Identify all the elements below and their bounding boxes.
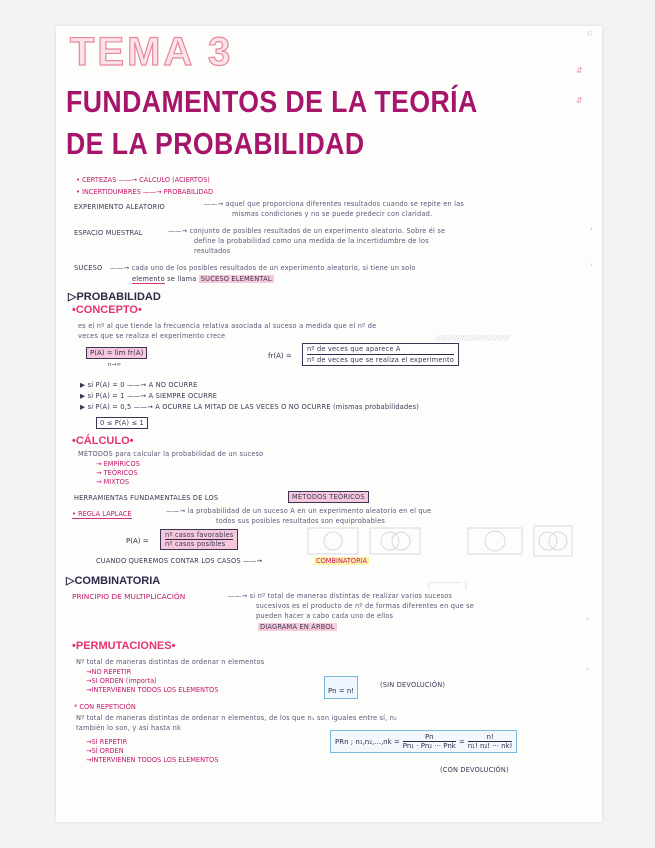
margin-tick-1: ꜜ <box>590 226 593 234</box>
combinatoria-link <box>314 557 369 565</box>
laplace-label <box>72 510 132 518</box>
margin-tick-4: ꜜ <box>586 666 589 674</box>
fr-label: fr(A) = <box>268 352 292 360</box>
rep-si-orden: →SÍ ORDEN <box>86 747 124 755</box>
espacio-def-2: define la probabilidad como una medida de la incertidumbre de los <box>194 237 429 245</box>
permutaciones-heading: •PERMUTACIONES• <box>72 640 176 652</box>
notebook-page <box>56 26 602 822</box>
rep-right-numerator: n! <box>486 733 494 741</box>
venn-frame-2 <box>370 528 420 554</box>
limit-subscript: n→∞ <box>108 362 122 368</box>
con-repeticion-label: * CON REPETICIÓN <box>74 703 136 711</box>
bullet-incertidumbres: • INCERTIDUMBRES ——→ PROBABILIDAD <box>76 188 214 196</box>
laplace-def-1: ——→ la probabilidad de un suceso A en un experimento aleatorio en el que <box>166 507 432 515</box>
laplace-denominator: nº casos posibles <box>165 540 226 548</box>
margin-tick-2: ꜜ <box>590 262 593 270</box>
rep-si-repetir: →SÍ REPETIR <box>86 738 128 746</box>
experimento-def-1: ——→ aquel que proporciona diferentes resultados cuando se repite en las <box>204 200 465 208</box>
fr-numerator: nº de veces que aparece A <box>307 345 401 353</box>
perm-rep-formula-box <box>330 730 517 753</box>
venn-frame-3 <box>468 528 522 554</box>
diagrama-arbol <box>258 623 337 631</box>
principio-def-1: ——→ si nº total de maneras distintas de realizar varios sucesos <box>228 592 453 600</box>
rep-mid-denominator: Pn₁ · Pn₂ ··· Pnk <box>402 742 456 750</box>
venn-circle-2 <box>381 532 399 550</box>
range-box: 0 ≤ P(A) ≤ 1 <box>96 417 148 429</box>
limit-formula-box <box>86 347 147 359</box>
perm-no-repetir: →NO REPETIR <box>86 668 132 676</box>
laplace-lhs: P(A) = <box>126 537 149 545</box>
suceso-elemental-highlight: SUCESO ELEMENTAL <box>200 275 272 283</box>
suceso-def-1: ——→ cada uno de los posibles resultados de un experimento aleatorio, si tiene un solo <box>110 264 416 272</box>
con-devolucion: (CON DEVOLUCIÓN) <box>440 766 509 774</box>
venn-circle-6 <box>549 532 567 550</box>
metodo-empiricos: → EMPÍRICOS <box>96 460 140 468</box>
elemento-word: elemento <box>132 275 165 283</box>
rep-todos-elementos: →INTERVIENEN TODOS LOS ELEMENTOS <box>86 756 219 764</box>
laplace-def-2: todos sus posibles resultados son equiprobables <box>216 517 385 525</box>
laplace-label-text: • REGLA LAPLACE <box>72 510 132 518</box>
metodo-teoricos: → TEÓRICOS <box>96 469 138 477</box>
rep-equals: = <box>458 737 465 746</box>
espacio-def-3: resultados <box>194 247 231 255</box>
fr-fraction-box <box>302 343 459 366</box>
rep-fraction-mid <box>403 733 456 750</box>
venn-frame-4 <box>534 526 572 556</box>
bullet-certezas: • CERTEZAS ——→ CÁLCULO (ACIERTOS) <box>76 176 210 184</box>
venn-circle-3 <box>392 532 410 550</box>
fr-denominator: nº de veces que se realiza el experimento <box>307 356 455 364</box>
con-rep-def-2: también lo son, y así hasta nk <box>76 724 181 732</box>
metodos-teoricos-box: MÉTODOS TEÓRICOS <box>288 491 369 503</box>
venn-circle-4 <box>485 531 505 551</box>
combinatoria-word: COMBINATORIA <box>316 557 368 565</box>
experimento-def-2: mismas condiciones y no se puede predecir con claridad. <box>232 210 433 218</box>
con-rep-def-1: Nº total de maneras distintas de ordenar n elementos, de los que n₁ son iguales entre sí, n₂ <box>76 714 397 722</box>
principio-multiplicacion: PRINCIPIO DE MULTIPLICACIÓN <box>72 592 186 601</box>
calculo-heading: •CÁLCULO• <box>72 435 134 447</box>
metodo-mixtos: → MIXTOS <box>96 478 130 486</box>
section-combinatoria: ▷COMBINATORIA <box>66 575 161 587</box>
venn-circle-1 <box>324 532 342 550</box>
concepto-heading: •CONCEPTO• <box>72 304 142 316</box>
margin-arrows-2: ⇵ <box>576 96 583 105</box>
bleed-through-marks: /////////////////////////////// <box>436 334 510 342</box>
rule-p-one: ▶ si P(A) = 1 ——→ A SIEMPRE OCURRE <box>80 392 218 400</box>
tema-heading: TEMA 3 <box>70 30 234 74</box>
diagrama-arbol-highlight: DIAGRAMA EN ÁRBOL <box>260 623 335 631</box>
perm-formula: Pn = n! <box>328 687 355 695</box>
margin-arrows: ⇵ <box>576 66 583 75</box>
permutaciones-def: Nº total de maneras distintas de ordenar n elementos <box>76 658 265 666</box>
suceso-def-2 <box>132 275 274 283</box>
perm-formula-box <box>324 676 358 699</box>
venn-sketches <box>306 524 576 558</box>
principio-def-2: sucesivos es el producto de nº de formas diferentes en que se <box>256 602 475 610</box>
perm-si-orden: →SI ORDEN (importa) <box>86 677 157 685</box>
rep-fraction-right <box>468 733 513 750</box>
rep-mid-numerator: Pn <box>425 733 434 741</box>
rule-p-half: ▶ si P(A) = 0,5 ——→ A OCURRE LA MITAD DE LAS VECES O NO OCURRE (mismas probabilidades) <box>80 403 420 411</box>
metodos-text: MÉTODOS para calcular la probabilidad de un suceso <box>78 450 264 458</box>
laplace-fraction-box <box>160 529 238 550</box>
herramientas-label: HERRAMIENTAS FUNDAMENTALES DE LOS <box>74 494 219 502</box>
concepto-def-1: es el nº al que tiende la frecuencia relativa asociada al suceso a medida que el nº de <box>78 322 377 330</box>
se-llama-text: se llama <box>167 275 197 283</box>
page-title-line-1: FUNDAMENTOS DE LA TEORÍA <box>66 84 478 119</box>
page-title-line-2: DE LA PROBABILIDAD <box>66 126 365 161</box>
sin-devolucion: (SIN DEVOLUCIÓN) <box>380 681 446 689</box>
corner-mark: © <box>586 30 593 38</box>
contar-casos-text: CUANDO QUEREMOS CONTAR LOS CASOS ——→ <box>96 557 263 565</box>
rule-p-zero: ▶ si P(A) = 0 ——→ A NO OCURRE <box>80 381 198 389</box>
espacio-label: ESPACIO MUESTRAL <box>74 229 143 237</box>
venn-circle-5 <box>539 532 557 550</box>
experimento-label: EXPERIMENTO ALEATORIO <box>74 203 165 211</box>
margin-tick-3: ꜜ <box>586 616 589 624</box>
laplace-numerator: nº casos favorables <box>165 531 234 539</box>
rep-formula-lhs: PRn ; n₁,n₂,...,nk = <box>335 737 400 746</box>
limit-formula: P(A) = lim fr(A) <box>90 349 144 357</box>
suceso-label: SUCESO <box>74 264 103 272</box>
perm-todos-elementos: →INTERVIENEN TODOS LOS ELEMENTOS <box>86 686 219 694</box>
rep-right-denominator: n₁! n₂! ··· nk! <box>467 742 513 750</box>
section-probabilidad: ▷PROBABILIDAD <box>68 291 161 303</box>
principio-def-3: pueden hacer a cabo cada uno de ellos <box>256 612 394 620</box>
concepto-def-2: veces que se realiza el experimento crece <box>78 332 226 340</box>
bleed-box-1: [ ̅ ̅ ̅ ̅ ̅ ̅ ̅ ̅ ̅ ̅ ̅ ̅ ̅ ̅ ] <box>428 582 467 590</box>
espacio-def-1: ——→ conjunto de posibles resultados de un experimento aleatorio. Sobre él se <box>168 227 446 235</box>
